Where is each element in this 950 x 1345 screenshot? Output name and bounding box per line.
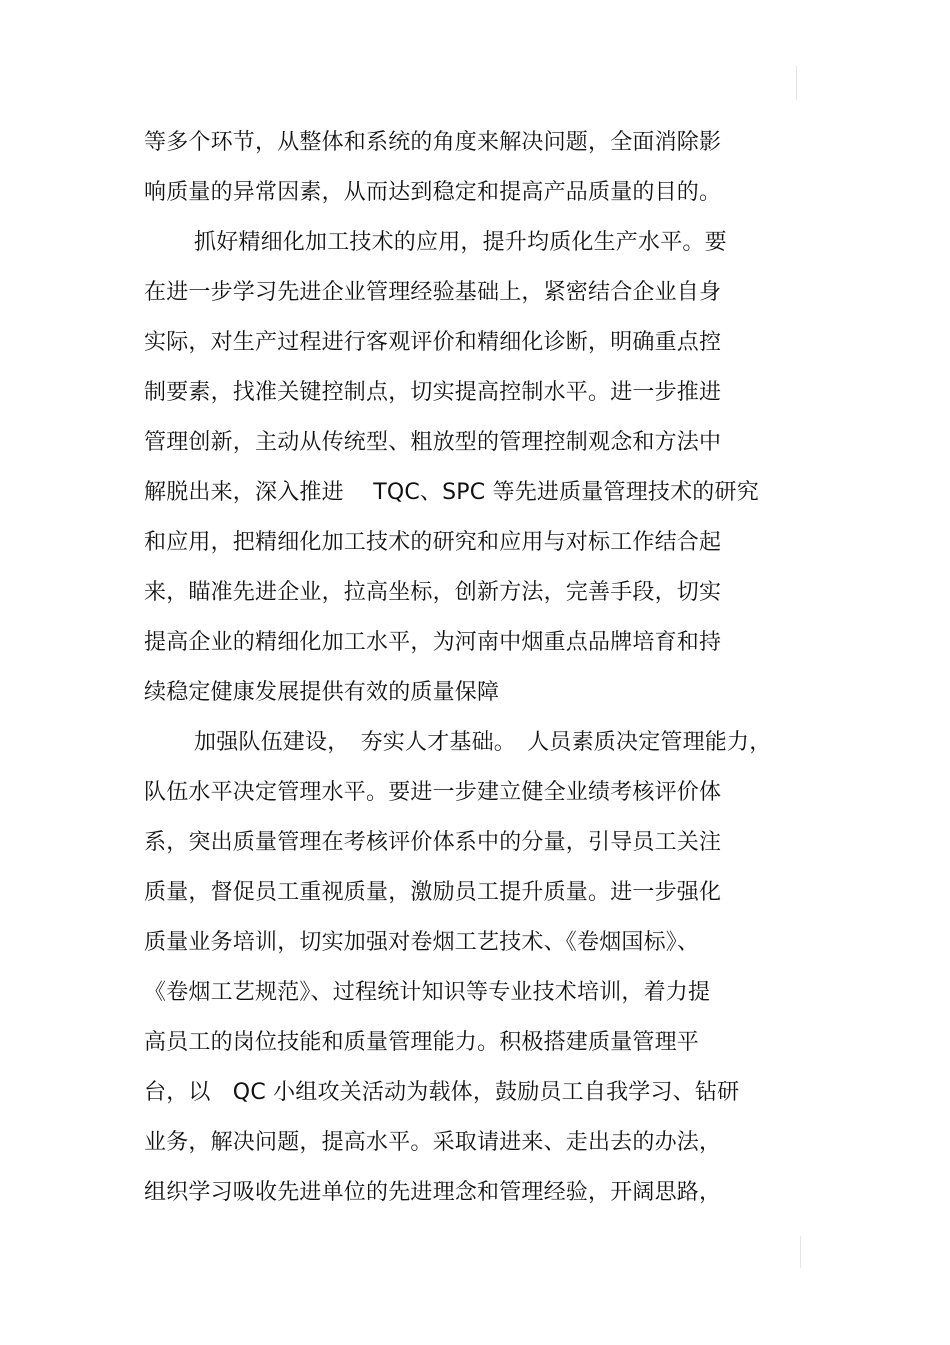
text-line: 台，以 QC 小组攻关活动为载体，鼓励员工自我学习、钻研 — [144, 1080, 740, 1105]
page-edge-mark-bottom — [800, 1236, 801, 1268]
text-line: 制要素，找准关键控制点，切实提高控制水平。进一步推进 — [144, 380, 722, 405]
body-text — [144, 118, 784, 1218]
text-line: 等多个环节，从整体和系统的角度来解决问题，全面消除影 — [144, 130, 722, 155]
text-line: 质量业务培训，切实加强对卷烟工艺技术、《卷烟国标》、 — [144, 930, 700, 955]
paragraph-first-line: 加强队伍建设， 夯实人才基础。 人员素质决定管理能力， — [194, 730, 772, 755]
text-line: 管理创新，主动从传统型、粗放型的管理控制观念和方法中 — [144, 430, 722, 455]
text-line: 队伍水平决定管理水平。要进一步建立健全业绩考核评价体 — [144, 780, 722, 805]
text-line: 响质量的异常因素，从而达到稳定和提高产品质量的目的。 — [144, 180, 722, 205]
text-line: 实际，对生产过程进行客观评价和精细化诊断，明确重点控 — [144, 330, 722, 355]
text-line: 系，突出质量管理在考核评价体系中的分量，引导员工关注 — [144, 830, 722, 855]
text-line: 续稳定健康发展提供有效的质量保障 — [144, 680, 500, 705]
text-line: 提高企业的精细化加工水平，为河南中烟重点品牌培育和持 — [144, 630, 722, 655]
text-line: 组织学习吸收先进单位的先进理念和管理经验，开阔思路， — [144, 1180, 722, 1205]
text-line: 高员工的岗位技能和质量管理能力。积极搭建质量管理平 — [144, 1030, 700, 1055]
text-line: 来，瞄准先进企业，拉高坐标，创新方法，完善手段，切实 — [144, 580, 722, 605]
text-line: 业务，解决问题，提高水平。采取请进来、走出去的办法， — [144, 1130, 722, 1155]
text-line: 质量，督促员工重视质量，激励员工提升质量。进一步强化 — [144, 880, 722, 905]
text-line: 解脱出来，深入推进 TQC、SPC 等先进质量管理技术的研究 — [144, 480, 759, 505]
text-line: 和应用，把精细化加工技术的研究和应用与对标工作结合起 — [144, 530, 722, 555]
page-edge-mark-top — [796, 66, 797, 100]
text-line: 《卷烟工艺规范》、过程统计知识等专业技术培训，着力提 — [144, 980, 711, 1005]
text-line: 在进一步学习先进企业管理经验基础上，紧密结合企业自身 — [144, 280, 722, 305]
paragraph-first-line: 抓好精细化加工技术的应用，提升均质化生产水平。要 — [194, 230, 727, 255]
